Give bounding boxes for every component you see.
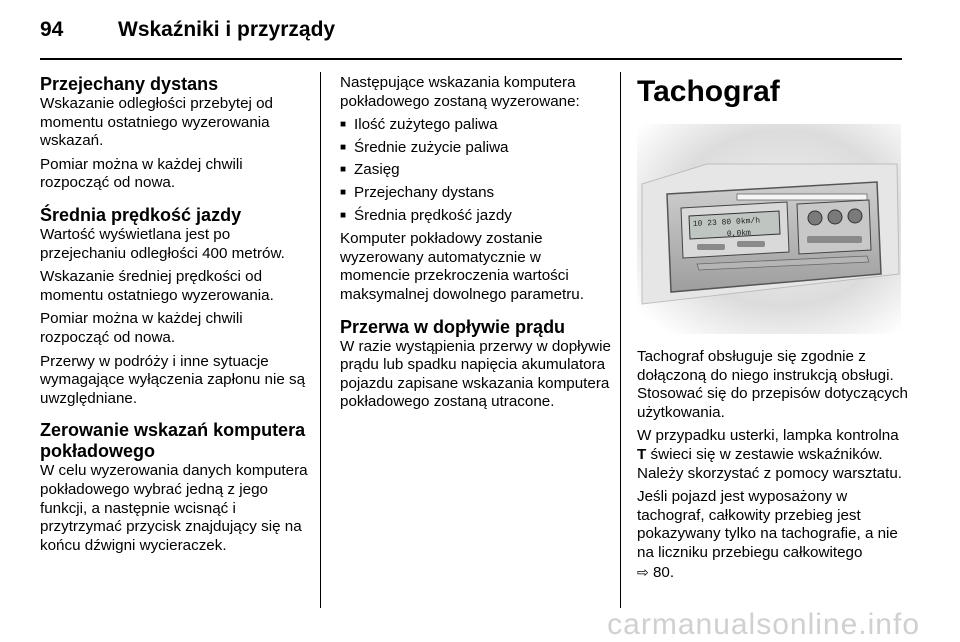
watermark: carmanualsonline.info: [607, 608, 920, 641]
paragraph: W celu wyzerowania danych komputera pokładowego wybrać jedną z jego funkcji, a następnie wcisnąć i przytrzymać przycisk znajdujący się na końcu dźwigni wycieraczek.: [40, 462, 308, 554]
page-header: [40, 10, 900, 54]
paragraph-text: W przypadku usterki, lampka kontrolna: [637, 427, 899, 445]
paragraph-text: świeci się w zestawie wskaźników. Należy skorzystać z pomocy warsztatu.: [637, 445, 903, 482]
section-title-distance: Przejechany dystans: [40, 74, 219, 94]
list-item: ■ Średnie zużycie paliwa: [340, 139, 612, 158]
paragraph: Następujące wskazania komputera pokładowego zostaną wyzerowane:: [340, 74, 580, 110]
list-item: ■ Średnia prędkość jazdy: [340, 207, 612, 226]
reset-list: [340, 116, 612, 225]
paragraph: Wartość wyświetlana jest po przejechaniu odległości 400 metrów.: [40, 225, 285, 262]
list-item: ■ Przejechany dystans: [340, 184, 612, 203]
section-title-power-interruption: Przerwa w dopływie prądu: [340, 316, 566, 337]
paragraph: Tachograf obsługuje się zgodnie z dołączoną do niego instrukcją obsługi. Stosować się do przepisów dotyczących użytkowania.: [637, 348, 908, 421]
section-title-reset: Zerowanie wskazań komputera pokładowego: [40, 420, 306, 462]
tachograph-illustration: [637, 124, 901, 334]
paragraph: Przerwy w podróży i inne sytuacje wymagające wyłączenia zapłonu nie są uwzględniane.: [40, 352, 306, 407]
tachograph-display-line-2: 0,0km: [726, 228, 752, 239]
paragraph: [637, 427, 912, 483]
column-2: [340, 74, 612, 417]
paragraph: Pomiar można w każdej chwili rozpocząć od nowa.: [40, 310, 243, 346]
page-reference-icon: ⇨: [637, 563, 649, 580]
paragraph: Wskazanie odległości przebytej od momentu ostatniego wyzerowania wskazań.: [40, 95, 273, 150]
list-item: ■ Ilość zużytego paliwa: [340, 116, 612, 135]
paragraph: [637, 488, 912, 582]
header-divider: [40, 58, 902, 60]
column-3: [637, 74, 912, 587]
tachograph-display-line-1: 10 23 80 0km/h: [692, 216, 761, 229]
paragraph: Komputer pokładowy zostanie wyzerowany automatycznie w momencie przekroczenia wartości maksymalnej dowolnego parametru.: [340, 230, 584, 303]
paragraph: W razie wystąpienia przerwy w dopływie prądu lub spadku napięcia akumulatora pojazdu zapisane wskazania komputera pokładowego zostaną utracone.: [340, 337, 611, 411]
warning-lamp-symbol: T: [637, 445, 647, 463]
page-title: Wskaźniki i przyrządy: [118, 18, 336, 41]
paragraph: Wskazanie średniej prędkości od momentu ostatniego wyzerowania.: [40, 268, 274, 304]
section-title-tachograph: Tachograf: [637, 75, 780, 108]
list-item: ■ Zasięg: [340, 161, 612, 180]
column-divider-1: [320, 72, 321, 608]
paragraph: Pomiar można w każdej chwili rozpocząć od nowa.: [40, 155, 243, 192]
column-divider-2: [620, 72, 621, 608]
column-1: [40, 74, 315, 560]
page-number: 94: [40, 18, 64, 41]
paragraph-text: Jeśli pojazd jest wyposażony w tachograf, całkowity przebieg jest pokazywany tylko na tachografie, a nie na liczniku przebiegu całkowitego: [637, 488, 898, 561]
section-title-average-speed: Średnia prędkość jazdy: [40, 204, 242, 225]
page-reference: 80.: [652, 563, 675, 581]
